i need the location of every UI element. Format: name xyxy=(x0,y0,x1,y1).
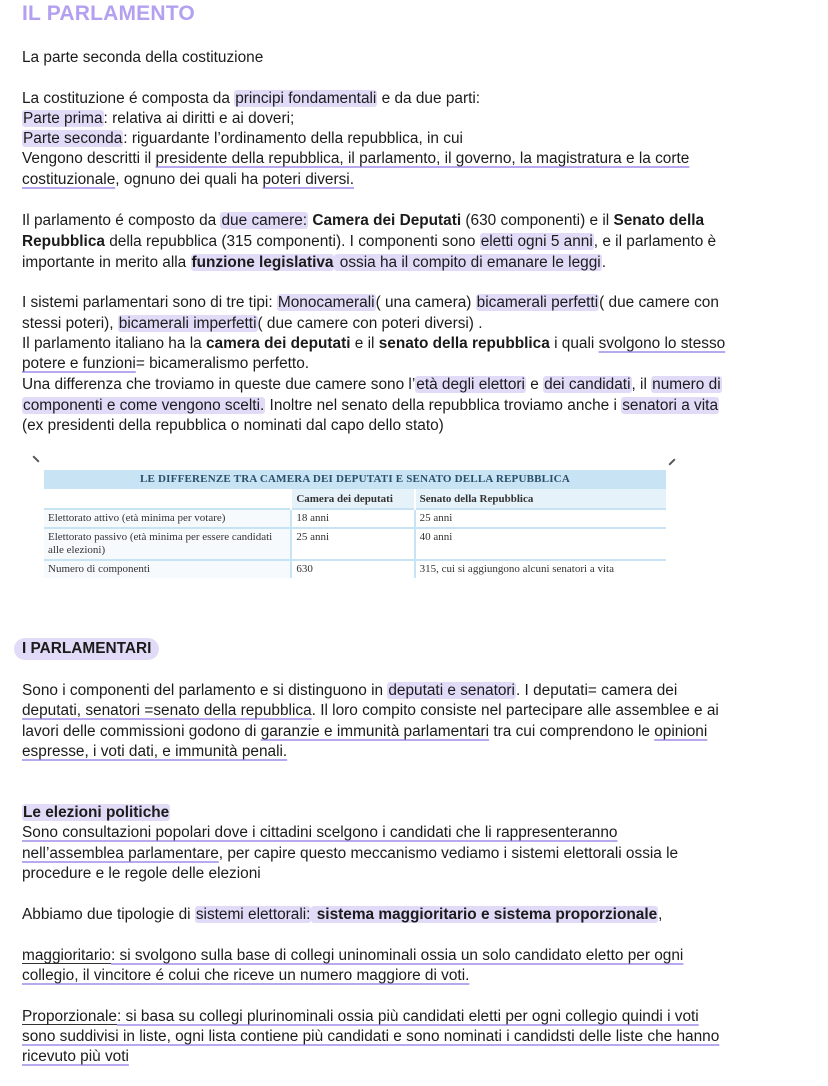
differences-table xyxy=(44,470,666,586)
text-line: La costituzione é composta da principi fondamentali e da due parti: xyxy=(22,90,481,107)
text-line: deputati, senatori =senato della repubblica. Il loro compito consiste nel partecipare alle assemblee e ai xyxy=(22,702,719,719)
text-line: importante in merito alla funzione legislativa ossia ha il compito di emanare le leggi. xyxy=(22,254,606,271)
text-line: (ex presidenti della repubblica o nominati dal capo dello stato) xyxy=(22,417,444,434)
text-line: Repubblica della repubblica (315 componenti). I componenti sono eletti ogni 5 anni, e il parlamento è xyxy=(22,233,717,250)
highlighted-text: sistemi elettorali: xyxy=(195,906,311,923)
table-header-cell: Senato della Repubblica xyxy=(415,489,666,509)
section-heading-parlamentari: I PARLAMENTARI xyxy=(14,638,159,660)
highlighted-text: età degli elettori xyxy=(416,376,525,393)
underlined-text: Sono consultazioni popolari dove i cittadini scelgono i candidati che li rappresenteranno xyxy=(22,824,618,841)
table-cell: Elettorato attivo (età minima per votare) xyxy=(44,509,291,528)
text-line: I sistemi parlamentari sono di tre tipi: Monocamerali( una camera) bicamerali perfetti( due camere con xyxy=(22,294,719,311)
table-row xyxy=(44,509,666,528)
text-line: Sono i componenti del parlamento e si distinguono in deputati e senatori. I deputati= camera dei xyxy=(22,682,678,699)
text-line: Una differenza che troviamo in queste due camere sono l’età degli elettori e dei candidati, il numero di xyxy=(22,376,721,393)
underlined-text: svolgono lo stesso xyxy=(598,335,726,352)
underlined-text: nell’assemblea parlamentare xyxy=(22,845,219,862)
text-line xyxy=(22,1027,719,1047)
table-cell: 315, cui si aggiungono alcuni senatori a vita xyxy=(415,560,666,578)
text-line: potere e funzioni= bicameralismo perfetto. xyxy=(22,355,310,372)
text-line: Parte prima: relativa ai diritti e ai doveri; xyxy=(23,110,295,127)
underlined-text: poteri diversi. xyxy=(262,171,354,188)
highlighted-text: principi fondamentali xyxy=(235,90,377,107)
table-row xyxy=(44,528,666,560)
table-cell: Numero di componenti xyxy=(44,560,291,578)
underlined-text: sono suddivisi in liste, ogni lista contiene più candidati e sono nominati i candidsti delle liste che hanno xyxy=(22,1028,720,1045)
text-line: lavori delle commissioni godono di garanzie e immunità parlamentari tra cui comprendono le opinioni xyxy=(22,723,708,740)
highlighted-text: bicamerali imperfetti xyxy=(118,315,257,332)
underlined-term: Proporzionale xyxy=(22,1008,117,1025)
underlined-text: espresse, i voti dati, e immunità penali. xyxy=(22,743,288,760)
highlighted-text: eletti ogni 5 anni xyxy=(480,233,593,250)
text-line: Parte seconda: riguardante l’ordinamento della repubblica, in cui xyxy=(23,130,463,147)
highlighted-text: componenti e come vengono scelti. xyxy=(23,397,265,414)
highlighted-text: numero di xyxy=(652,376,721,393)
text-line: Abbiamo due tipologie di sistemi elettorali: sistema maggioritario e sistema proporzionale, xyxy=(22,906,663,923)
highlighted-text: sistema maggioritario e sistema proporzionale xyxy=(312,906,658,923)
table-header-cell: Camera dei deputati xyxy=(291,489,414,509)
corner-mark xyxy=(668,458,675,465)
underlined-text: deputati, senatori =senato della repubblica xyxy=(22,702,312,719)
table-body xyxy=(44,489,666,578)
underlined-text: presidente della repubblica, il parlamento, il governo, la magistratura e la corte xyxy=(155,150,690,167)
text-line xyxy=(22,823,618,843)
table-cell: 25 anni xyxy=(415,509,666,528)
underlined-term: maggioritario xyxy=(22,947,111,964)
table-header-row xyxy=(44,489,666,509)
text-line: procedure e le regole delle elezioni xyxy=(22,865,261,882)
table-cell: 40 anni xyxy=(415,528,666,560)
text-line xyxy=(22,966,469,986)
highlighted-text: bicamerali perfetti xyxy=(476,294,599,311)
text-line: Il parlamento é composto da due camere: Camera dei Deputati (630 componenti) e il Senato della xyxy=(22,212,705,229)
underlined-text: costituzionale xyxy=(22,171,116,188)
text-line xyxy=(22,946,683,966)
text-line: costituzionale, ognuno dei quali ha poteri diversi. xyxy=(22,171,354,188)
underlined-text: potere e funzioni xyxy=(22,355,136,372)
highlighted-text: funzione legislativa xyxy=(191,254,334,271)
underlined-text: garanzie e immunità parlamentari xyxy=(260,723,490,740)
highlighted-text: Parte prima xyxy=(23,110,103,127)
text-line: Il parlamento italiano ha la camera dei deputati e il senato della repubblica i quali svolgono lo stesso xyxy=(22,335,726,352)
highlighted-text: senatori a vita xyxy=(622,397,719,414)
highlighted-text: dei candidati xyxy=(544,376,631,393)
underlined-text: collegio, il vincitore é colui che riceve un numero maggiore di voti. xyxy=(22,967,470,984)
text-line xyxy=(22,1007,699,1027)
text-line: Vengono descritti il presidente della repubblica, il parlamento, il governo, la magistratura e la corte xyxy=(22,150,690,167)
table-header-cell xyxy=(44,489,291,509)
text-line xyxy=(22,742,287,762)
text-line: stessi poteri), bicamerali imperfetti( due camere con poteri diversi) . xyxy=(22,315,483,332)
table-row xyxy=(44,560,666,578)
table-title: LE DIFFERENZE TRA CAMERA DEI DEPUTATI E SENATO DELLA REPUBBLICA xyxy=(44,470,666,489)
underlined-text: ricevuto più voti xyxy=(22,1048,129,1065)
underlined-text: opinioni xyxy=(654,723,708,740)
underlined-text: : si svolgono sulla base di collegi uninominali ossia un solo candidato eletto per ogni xyxy=(110,947,684,964)
table-cell: 18 anni xyxy=(291,509,414,528)
table-cell: 630 xyxy=(291,560,414,578)
highlighted-text: Monocamerali xyxy=(277,294,375,311)
highlighted-text: ossia ha il compito di emanare le leggi xyxy=(335,254,601,271)
text-line: nell’assemblea parlamentare, per capire questo meccanismo vediamo i sistemi elettorali ossia le xyxy=(22,845,679,862)
highlighted-text: Parte seconda xyxy=(23,130,123,147)
text-line xyxy=(22,1047,129,1067)
underlined-text: : si basa su collegi plurinominali ossia più candidati eletti per ogni collegio quindi i voti xyxy=(116,1008,699,1025)
text-line: componenti e come vengono scelti. Inoltre nel senato della repubblica troviamo anche i senatori a vita xyxy=(23,397,719,414)
table-cell: 25 anni xyxy=(291,528,414,560)
section-heading-elezioni: Le elezioni politiche xyxy=(23,804,170,821)
corner-mark xyxy=(32,455,39,462)
intro-line: La parte seconda della costituzione xyxy=(22,49,264,66)
highlighted-text: due camere: xyxy=(221,212,308,229)
page-title: IL PARLAMENTO xyxy=(22,2,195,25)
highlighted-text: deputati e senatori xyxy=(388,682,515,699)
table-cell: Elettorato passivo (età minima per essere candidati alle elezioni) xyxy=(44,528,291,560)
